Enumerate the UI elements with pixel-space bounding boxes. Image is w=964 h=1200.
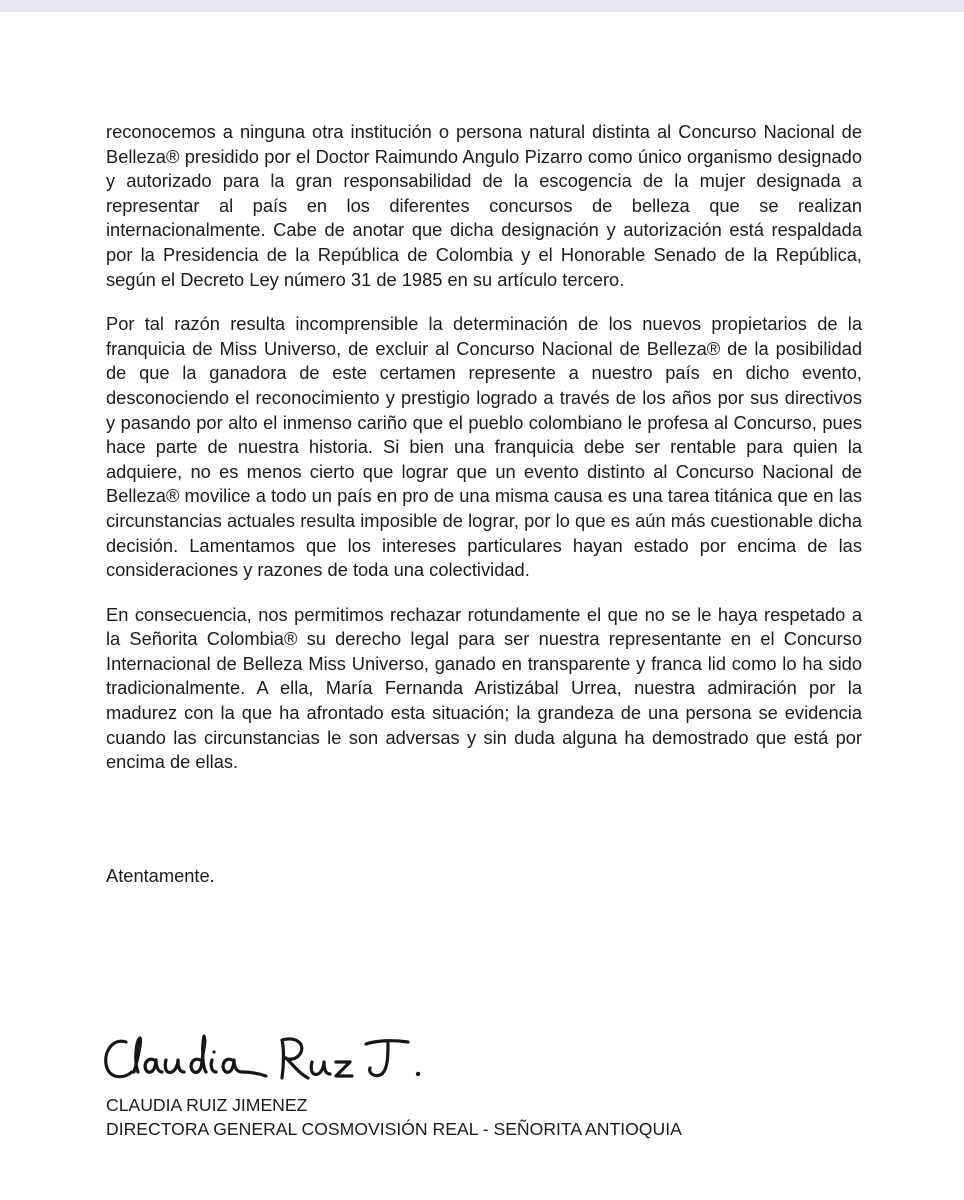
letter-body [106, 120, 862, 775]
paragraph-2: Por tal razón resulta incomprensible la determinación de los nuevos propietarios de la franquicia de Miss Universo, de excluir al Concurso Nacional de Belleza® de la posibilidad de que la ganadora de este certamen represente a nuestro país en dicho evento, desconociendo el reconocimiento y prestigio logrado a través de los años por sus directivos y pasando por alto el inmenso cariño que el pueblo colombiano le profesa al Concurso, pues hace parte de nuestra historia. Si bien una franquicia debe ser rentable para quien la adquiere, no es menos cierto que lograr que un evento distinto al Concurso Nacional de Belleza® movilice a todo un país en pro de una misma causa es una tarea titánica que en las circunstancias actuales resulta imposible de lograr, por lo que es aún más cuestionable dicha decisión. Lamentamos que los intereses particulares hayan estado por encima de las consideraciones y razones de toda una colectividad. [106, 313, 862, 581]
signer-name: CLAUDIA RUIZ JIMENEZ [106, 1095, 308, 1115]
paragraph-3: En consecuencia, nos permitimos rechazar rotundamente el que no se le haya respetado a la Señorita Colombia® su derecho legal para ser nuestra representante en el Concurso Internacional de Belleza Miss Universo, ganado en transparente y franca lid como lo ha sido tradicionalmente. A ella, María Fernanda Aristizábal Urrea, nuestra admiración por la madurez con la que ha afrontado esta situación; la grandeza de una persona se evidencia cuando las circunstancias le son adversas y sin duda alguna ha demostrado que está por encima de ellas. [106, 603, 862, 773]
handwritten-signature [96, 1022, 436, 1092]
closing-text: Atentamente. [106, 865, 215, 886]
paragraph-1: reconocemos a ninguna otra institución o persona natural distinta al Concurso Nacional de Belleza® presidido por el Doctor Raimundo Angulo Pizarro como único organismo designado y autorizado para la gran responsabilidad de la escogencia de la mujer designada a representar al país en los diferentes concursos de belleza que se realizan internacionalmente. Cabe de anotar que dicha designación y autorización está respaldada por la Presidencia de la República de Colombia y el Honorable Senado de la República, según el Decreto Ley número 31 de 1985 en su artículo tercero. [106, 121, 862, 290]
signer-title: DIRECTORA GENERAL COSMOVISIÓN REAL - SEÑORITA ANTIOQUIA [106, 1119, 682, 1139]
top-window-strip [0, 0, 964, 12]
signer-block [106, 1093, 682, 1141]
